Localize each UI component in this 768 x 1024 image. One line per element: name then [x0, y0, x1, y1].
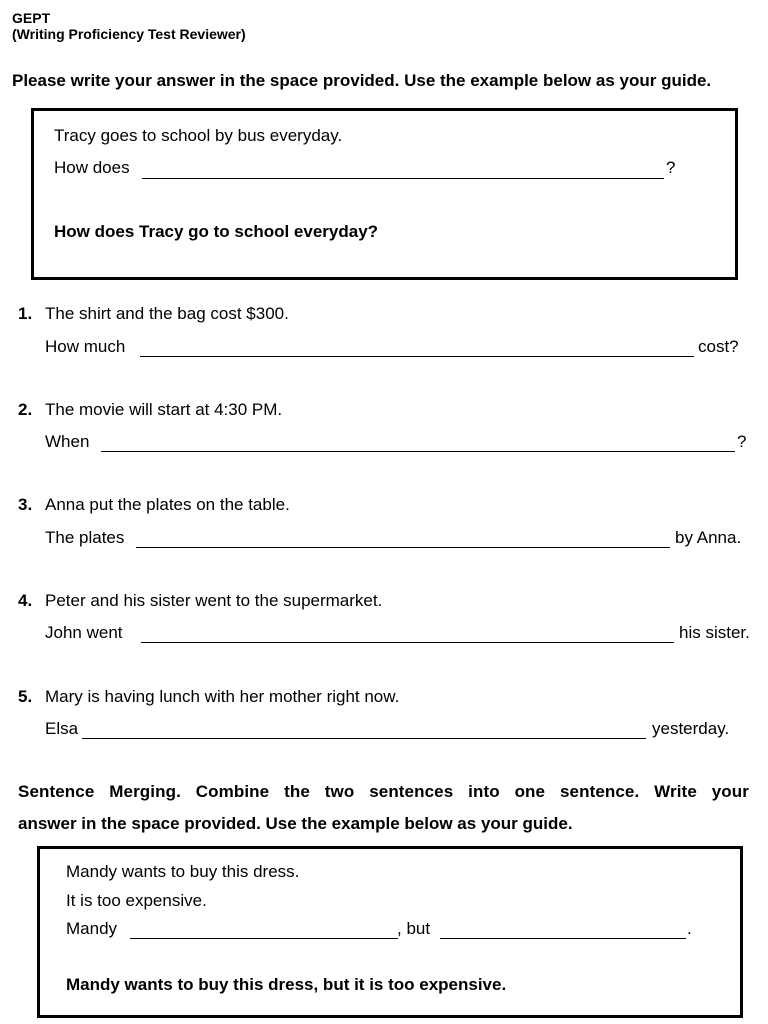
answer-line[interactable] — [141, 642, 674, 643]
item-end: his sister. — [679, 623, 750, 642]
merge-prompt: Mandy — [66, 919, 118, 938]
answer-line[interactable] — [82, 738, 646, 739]
answer-line[interactable] — [136, 547, 670, 548]
merge-sentence-2: It is too expensive. — [66, 891, 207, 910]
example-prompt: How does — [54, 158, 130, 177]
item-sentence: The shirt and the bag cost $300. — [45, 304, 289, 323]
worksheet-subtitle: (Writing Proficiency Test Reviewer) — [12, 26, 246, 42]
item-number: 5. — [18, 687, 33, 706]
item-prompt: When — [45, 432, 90, 451]
worksheet-title: GEPT — [12, 10, 51, 26]
section2-instruction-line1: Sentence Merging. Combine the two sentences into one sentence. Write your — [18, 782, 749, 801]
item-prompt: How much — [45, 337, 126, 356]
item-prompt: The plates — [45, 528, 125, 547]
section1-instruction: Please write your answer in the space provided. Use the example below as your guide. — [12, 71, 712, 90]
answer-line[interactable] — [101, 451, 735, 452]
item-end: cost? — [698, 337, 739, 356]
merge-end: . — [687, 919, 692, 938]
example-sentence: Tracy goes to school by bus everyday. — [54, 126, 343, 145]
merge-answer-line-2 — [440, 938, 686, 939]
merge-middle: , but — [397, 919, 431, 938]
item-end: yesterday. — [652, 719, 730, 738]
item-number: 3. — [18, 495, 33, 514]
item-end: by Anna. — [675, 528, 742, 547]
item-prompt: Elsa — [45, 719, 79, 738]
item-number: 1. — [18, 304, 33, 323]
merge-answer-line-1 — [130, 938, 398, 939]
example-end: ? — [666, 158, 676, 177]
example-answer-line — [142, 178, 664, 179]
item-number: 2. — [18, 400, 33, 419]
item-sentence: Mary is having lunch with her mother right now. — [45, 687, 400, 706]
section2-instruction-line2: answer in the space provided. Use the example below as your guide. — [18, 814, 573, 833]
item-end: ? — [737, 432, 747, 451]
answer-line[interactable] — [140, 356, 694, 357]
item-sentence: Anna put the plates on the table. — [45, 495, 290, 514]
merge-answer: Mandy wants to buy this dress, but it is too expensive. — [66, 975, 507, 994]
item-sentence: Peter and his sister went to the supermarket. — [45, 591, 383, 610]
merge-sentence-1: Mandy wants to buy this dress. — [66, 862, 300, 881]
example-answer: How does Tracy go to school everyday? — [54, 222, 379, 241]
item-sentence: The movie will start at 4:30 PM. — [45, 400, 283, 419]
item-prompt: John went — [45, 623, 123, 642]
item-number: 4. — [18, 591, 33, 610]
